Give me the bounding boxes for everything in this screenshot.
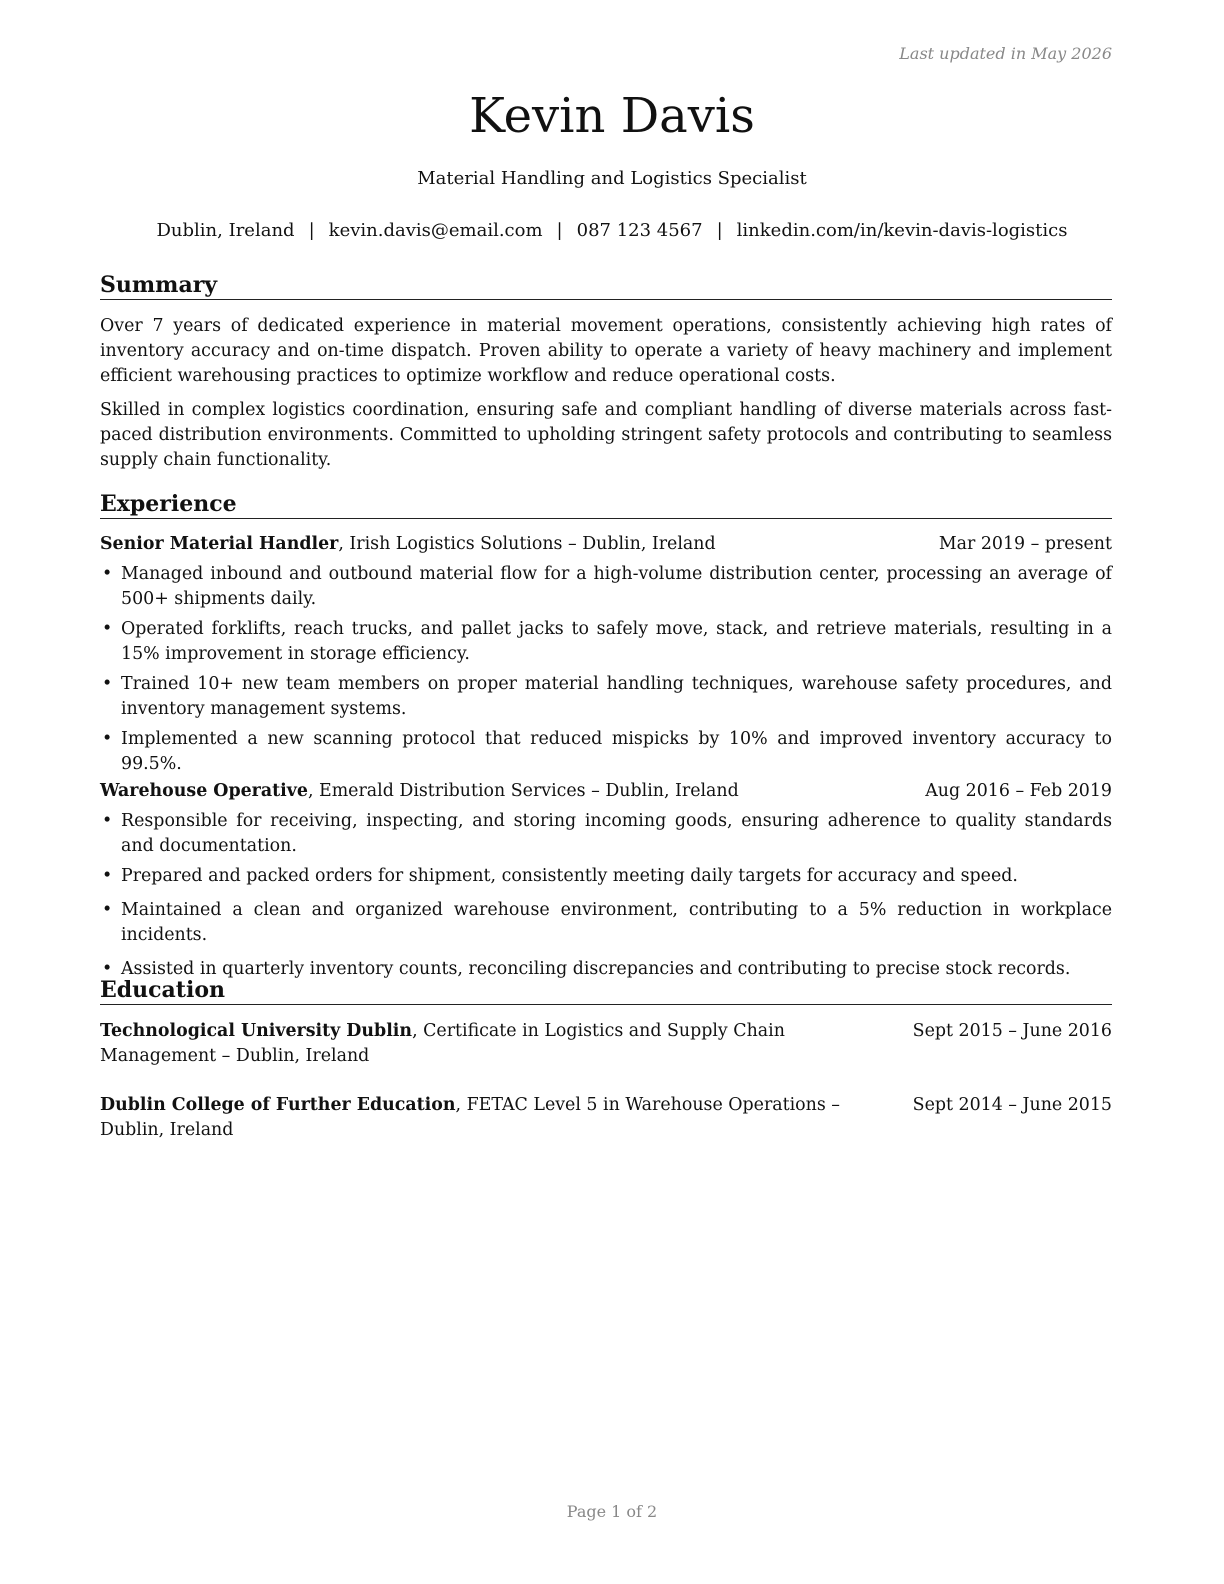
job-company: , Emerald Distribution Services – Dublin, Ireland	[307, 781, 739, 801]
contact-linkedin[interactable]: linkedin.com/in/kevin-davis-logistics	[736, 220, 1068, 241]
education-detail: , Certificate in Logistics and Supply Chain Management – Dublin, Ireland	[100, 1021, 785, 1066]
list-item: • Managed inbound and outbound material flow for a high-volume distribution center, processing an average of 500+ shipments daily.	[100, 562, 1112, 612]
contact-separator: |	[308, 220, 315, 241]
job-company: , Irish Logistics Solutions – Dublin, Ireland	[338, 534, 716, 554]
job-dates: Mar 2019 – present	[938, 534, 1112, 554]
job-bullets	[100, 562, 1112, 782]
candidate-name: Kevin Davis	[469, 88, 755, 144]
section-heading-summary: Summary	[100, 271, 1112, 300]
education-school: Dublin College of Further Education	[100, 1095, 456, 1115]
education-dates: Sept 2014 – June 2015	[912, 1095, 1112, 1115]
job-dates: Aug 2016 – Feb 2019	[925, 781, 1112, 801]
education-entry	[100, 1093, 1112, 1143]
job-role: Senior Material Handler	[100, 534, 339, 554]
list-item: • Prepared and packed orders for shipment, consistently meeting daily targets for accuracy and speed.	[100, 864, 1112, 889]
job-header	[100, 532, 1112, 557]
job-header	[100, 779, 1112, 804]
education-detail: , FETAC Level 5 in Warehouse Operations – Dublin, Ireland	[100, 1095, 841, 1140]
list-item: • Trained 10+ new team members on proper material handling techniques, warehouse safety procedures, and inventory management systems.	[100, 672, 1112, 722]
contact-line	[0, 220, 1224, 241]
contact-separator: |	[556, 220, 563, 241]
list-item: • Implemented a new scanning protocol that reduced mispicks by 10% and improved inventory accuracy to 99.5%.	[100, 727, 1112, 777]
education-dates: Sept 2015 – June 2016	[912, 1021, 1112, 1041]
section-heading-education: Education	[100, 976, 1112, 1005]
education-school: Technological University Dublin	[100, 1021, 413, 1041]
list-item: • Responsible for receiving, inspecting, and storing incoming goods, ensuring adherence to quality standards and documentation.	[100, 809, 1112, 859]
summary-paragraph: Skilled in complex logistics coordination, ensuring safe and compliant handling of diverse materials across fast-paced distribution environments. Committed to upholding stringent safety protocols and contributing to seamless supply chain functionality.	[100, 400, 1112, 470]
job-bullets	[100, 809, 1112, 987]
list-item: • Operated forklifts, reach trucks, and pallet jacks to safely move, stack, and retrieve materials, resulting in a 15% improvement in storage efficiency.	[100, 617, 1112, 667]
section-heading-experience: Experience	[100, 490, 1112, 519]
contact-phone[interactable]: 087 123 4567	[576, 220, 703, 241]
job-role: Warehouse Operative	[100, 781, 308, 801]
last-updated: Last updated in May 2026	[899, 44, 1112, 63]
list-item: • Maintained a clean and organized warehouse environment, contributing to a 5% reduction in workplace incidents.	[100, 898, 1112, 948]
candidate-title: Material Handling and Logistics Specialist	[417, 168, 807, 189]
contact-separator: |	[716, 220, 723, 241]
contact-location: Dublin, Ireland	[156, 220, 295, 241]
summary-paragraph: Over 7 years of dedicated experience in material movement operations, consistently achieving high rates of inventory accuracy and on-time dispatch. Proven ability to operate a variety of heavy machinery and implement efficient warehousing practices to optimize workflow and reduce operational costs.	[100, 316, 1112, 386]
contact-email[interactable]: kevin.davis@email.com	[328, 220, 543, 241]
list-item: • Assisted in quarterly inventory counts, reconciling discrepancies and contributing to precise stock records.	[100, 957, 1112, 982]
education-entry	[100, 1019, 1112, 1069]
page-number: Page 1 of 2	[566, 1502, 658, 1521]
